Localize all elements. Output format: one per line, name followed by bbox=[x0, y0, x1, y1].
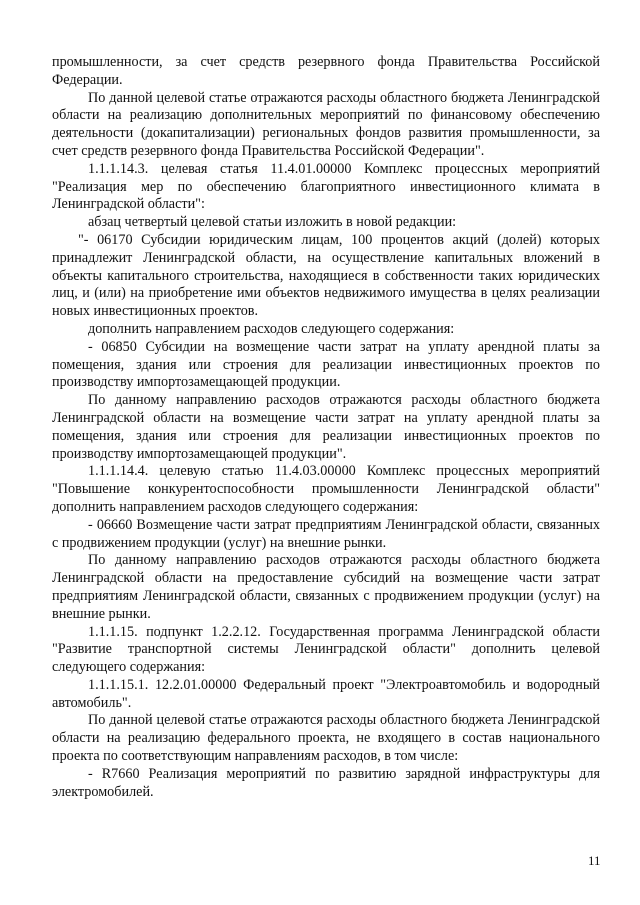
paragraph: По данной целевой статье отражаются расходы областного бюджета Ленинградской области на реализацию федерального проекта, не входящего в состав национального проекта по соответствующим направлениям расходов, в том числе: bbox=[52, 712, 600, 765]
paragraph: 1.1.1.14.4. целевую статью 11.4.03.00000 Комплекс процессных мероприятий "Повышение конкурентоспособности промышленности Ленинградской области" дополнить направлением расходов следующего содержания: bbox=[52, 463, 600, 515]
paragraph: По данному направлению расходов отражаются расходы областного бюджета Ленинградской области на предоставление субсидий на возмещение части затрат предприятиям Ленинградской области, связанных с продвижением продукции (услуг) на внешние рынки. bbox=[52, 552, 600, 622]
paragraph: "- 06170 Субсидии юридическим лицам, 100 процентов акций (долей) которых принадлежит Ленинградской области, на осуществление капитальных вложений в объекты капитального строительства, находящиеся в собственности таких юридических лиц, и (или) на приобретение ими объектов недвижимого имущества в целях реализации новых инвестиционных проектов. bbox=[52, 231, 600, 320]
paragraph: промышленности, за счет средств резервного фонда Правительства Российской Федерации. bbox=[52, 54, 600, 88]
paragraph: абзац четвертый целевой статьи изложить в новой редакции: bbox=[88, 214, 457, 231]
paragraph: дополнить направлением расходов следующего содержания: bbox=[88, 320, 455, 337]
paragraph: По данной целевой статье отражаются расходы областного бюджета Ленинградской области на реализацию дополнительных мероприятий по финансовому обеспечению деятельности (докапитализации) региональных фондов развития промышленности, за счет средств резервного фонда Правительства Российской Федерации". bbox=[52, 89, 600, 159]
paragraph: - R7660 Реализация мероприятий по развитию зарядной инфраструктуры для электромобилей. bbox=[52, 765, 600, 800]
paragraph: По данному направлению расходов отражаются расходы областного бюджета Ленинградской области на возмещение части затрат на уплату арендной платы за помещения, здания или строения для реализации инвестиционных проектов по производству импортозамещающей продукции". bbox=[52, 392, 600, 462]
body-text bbox=[52, 54, 600, 801]
paragraph: 1.1.1.15. подпункт 1.2.2.12. Государственная программа Ленинградской области "Развитие транспортной системы Ленинградской области" дополнить целевой следующего содержания: bbox=[52, 623, 600, 676]
paragraph: - 06850 Субсидии на возмещение части затрат на уплату арендной платы за помещения, здания или строения для реализации инвестиционных проектов по производству импортозамещающей продукции. bbox=[52, 338, 600, 391]
page-number: 11 bbox=[588, 853, 601, 868]
paragraph: 1.1.1.14.3. целевая статья 11.4.01.00000 Комплекс процессных мероприятий "Реализация мер по обеспечению благоприятного инвестиционного климата в Ленинградской области": bbox=[52, 160, 600, 213]
paragraph: - 06660 Возмещение части затрат предприятиям Ленинградской области, связанных с продвижением продукции (услуг) на внешние рынки. bbox=[52, 516, 600, 551]
paragraph: 1.1.1.15.1. 12.2.01.00000 Федеральный проект "Электроавтомобиль и водородный автомобиль". bbox=[52, 676, 600, 711]
